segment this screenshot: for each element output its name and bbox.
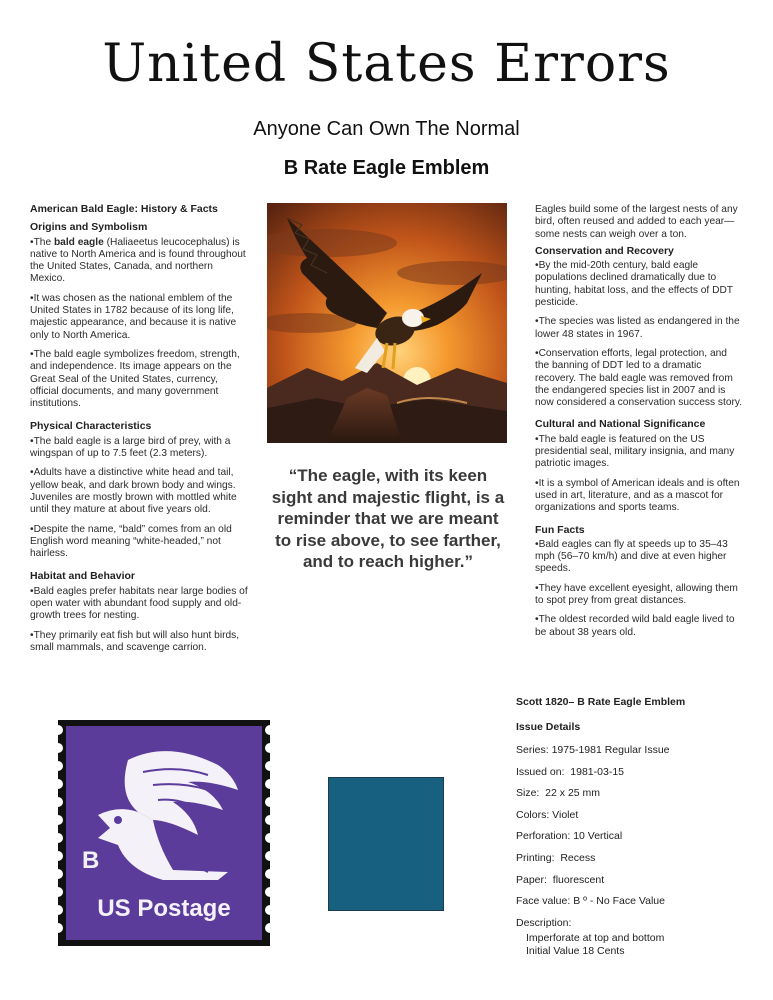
catalog-title: Scott 1820– B Rate Eagle Emblem bbox=[516, 696, 686, 708]
issue-details bbox=[516, 696, 756, 958]
description-label: Description: bbox=[516, 916, 572, 929]
origins-paragraph-1-text: (Haliaeetus leucocephalus) is native to North America and is found throughout the United States, Canada, and northern Mexico. bbox=[30, 236, 246, 285]
fun-facts-paragraph-3: •The oldest recorded wild bald eagle lived to be about 38 years old. bbox=[535, 614, 735, 638]
fun-facts-heading: Fun Facts bbox=[535, 523, 585, 536]
color-swatch bbox=[328, 777, 444, 911]
physical-heading: Physical Characteristics bbox=[30, 420, 152, 433]
issue-details-heading: Issue Details bbox=[516, 721, 581, 733]
size-row: Size: 22 x 25 mm bbox=[516, 787, 601, 800]
face-value-row: Face value: B º - No Face Value bbox=[516, 895, 665, 908]
perforation-row: Perforation: 10 Vertical bbox=[516, 830, 623, 843]
eagle-painting bbox=[267, 203, 507, 443]
left-column bbox=[30, 203, 248, 661]
stamp-postage-text: US Postage bbox=[97, 895, 231, 922]
description-line-2: Initial Value 18 Cents bbox=[526, 944, 625, 957]
habitat-heading: Habitat and Behavior bbox=[30, 570, 136, 583]
origins-paragraph-3: •The bald eagle symbolizes freedom, strength, and independence. Its image appears on the Great Seal of the United States, currency, official documents, and many government institutions. bbox=[30, 348, 240, 410]
eagle-quote: “The eagle, with its keen sight and majestic flight, is a reminder that we are meant to rise above, to see farther, and to reach higher.” bbox=[271, 466, 505, 571]
origins-paragraph-2: •It was chosen as the national emblem of the United States in 1782 because of its long life, majestic appearance, and because it is native only to North America. bbox=[30, 292, 237, 341]
habitat-paragraph-2: •They primarily eat fish but will also hunt birds, small mammals, and scavenge carrion. bbox=[30, 629, 240, 653]
page-title: United States Errors bbox=[102, 34, 671, 94]
printing-row: Printing: Recess bbox=[516, 851, 596, 864]
nests-paragraph: Eagles build some of the largest nests of any bird, often reused and added to each year—some nests can weigh over a ton. bbox=[535, 204, 738, 240]
origins-paragraph-1 bbox=[30, 237, 248, 286]
stamp-rate-letter: B bbox=[82, 847, 100, 874]
stamp-art bbox=[58, 720, 270, 946]
paper-row: Paper: fluorescent bbox=[516, 873, 605, 886]
cultural-paragraph-1: •The bald eagle is featured on the US presidential seal, military insignia, and many patriotic images. bbox=[535, 433, 735, 470]
conservation-heading: Conservation and Recovery bbox=[535, 244, 674, 257]
series-row: Series: 1975-1981 Regular Issue bbox=[516, 744, 670, 756]
page-subtitle: Anyone Can Own The Normal bbox=[253, 118, 520, 140]
cultural-paragraph-2: •It is a symbol of American ideals and is often used in art, literature, and as a mascot for organizations and sports teams. bbox=[535, 477, 740, 514]
bald-eagle-term: bald eagle bbox=[53, 236, 104, 248]
emblem-title: B Rate Eagle Emblem bbox=[283, 157, 490, 179]
habitat-paragraph-1: •Bald eagles prefer habitats near large bodies of open water with abundant food supply and old-growth trees for nesting. bbox=[30, 585, 248, 622]
conservation-paragraph-3: •Conservation efforts, legal protection, and the banning of DDT led to a dramatic recovery. The bald eagle was removed from the endangered species list in 2007 and is now considered a conservation success story. bbox=[535, 347, 743, 409]
origins-heading: Origins and Symbolism bbox=[30, 221, 148, 234]
right-column bbox=[535, 204, 743, 646]
physical-paragraph-2: •Adults have a distinctive white head and tail, yellow beak, and dark brown body and wings. Juveniles are mostly brown with mottled white until they mature at about five years old. bbox=[30, 467, 237, 516]
eagle-painting-art bbox=[267, 203, 507, 443]
fun-facts-paragraph-1: •Bald eagles can fly at speeds up to 35–43 mph (56–70 km/h) and dive at even higher speeds. bbox=[535, 538, 728, 575]
physical-paragraph-1: •The bald eagle is a large bird of prey, with a wingspan of up to 7.5 feet (2.3 meters). bbox=[30, 435, 231, 460]
b-rate-eagle-stamp bbox=[58, 720, 270, 946]
conservation-paragraph-1: •By the mid-20th century, bald eagle populations declined dramatically due to hunting, habitat loss, and the effects of DDT pesticide. bbox=[535, 260, 733, 309]
colors-row: Colors: Violet bbox=[516, 808, 579, 821]
cultural-heading: Cultural and National Significance bbox=[535, 418, 706, 431]
physical-paragraph-3: •Despite the name, “bald” comes from an old English word meaning “white-headed,” not hairless. bbox=[30, 523, 232, 560]
fun-facts-paragraph-2: •They have excellent eyesight, allowing them to spot prey from great distances. bbox=[535, 582, 738, 607]
bullet-prefix: •The bbox=[30, 236, 54, 248]
description-line-1: Imperforate at top and bottom bbox=[526, 931, 665, 944]
conservation-paragraph-2: •The species was listed as endangered in the lower 48 states in 1967. bbox=[535, 316, 740, 340]
issued-row: Issued on: 1981-03-15 bbox=[516, 765, 624, 778]
history-heading: American Bald Eagle: History & Facts bbox=[30, 203, 218, 215]
